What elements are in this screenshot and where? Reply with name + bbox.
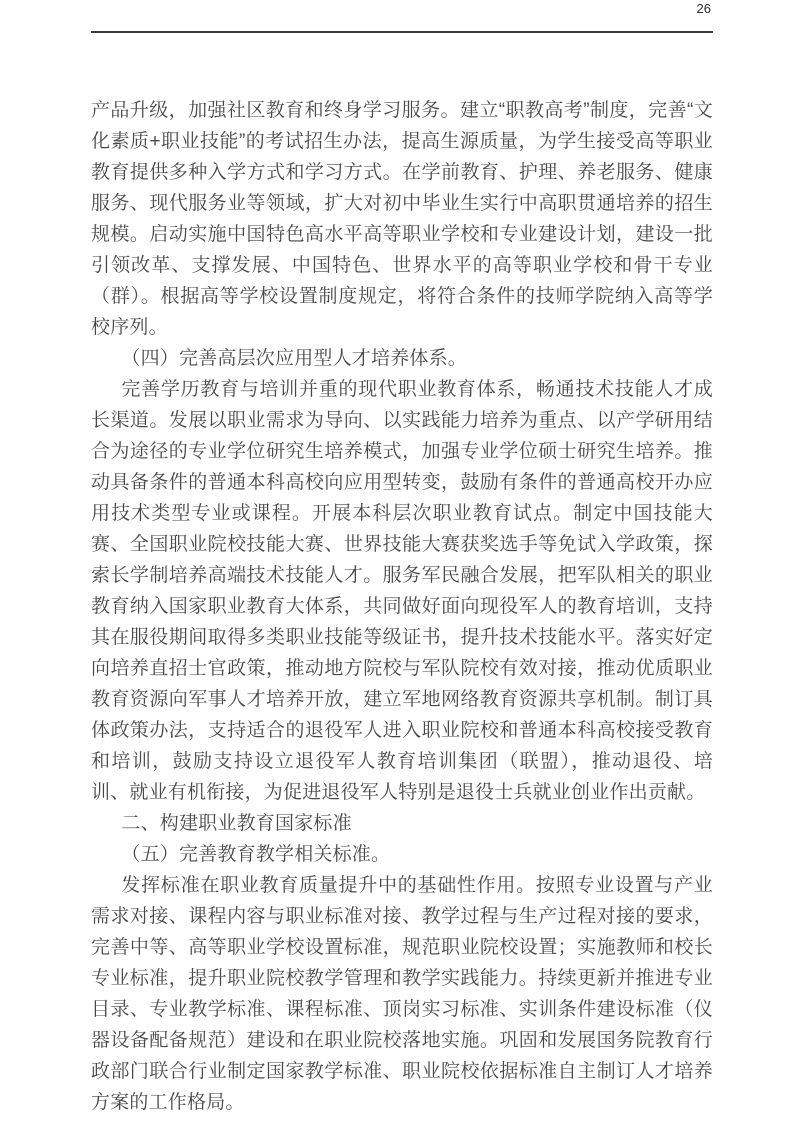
header-rule <box>91 31 713 33</box>
document-body <box>91 95 713 1118</box>
page-number: 26 <box>696 1 711 16</box>
section-heading-item-4: （四）完善高层次应用型人才培养体系。 <box>121 348 467 369</box>
section-heading-item-5: （五）完善教育教学相关标准。 <box>121 844 391 865</box>
paragraph-body: 发挥标准在职业教育质量提升中的基础性作用。按照专业设置与产业需求对接、课程内容与职业标准对接、教学过程与生产过程对接的要求，完善中等、高等职业学校设置标准，规范职业院校设置；实施教师和校长专业标准，提升职业院校教学管理和教学实践能力。持续更新并推进专业目录、专业教学标准、课程标准、顶岗实习标准、实训条件建设标准（仪器设备配备规范）建设和在职业院校落地实施。巩固和发展国务院教育行政部门联合行业制定国家教学标准、职业院校依据标准自主制订人才培养方案的工作格局。 <box>91 875 713 1113</box>
paragraph-continuation: 产品升级，加强社区教育和终身学习服务。建立“职教高考”制度，完善“文化素质+职业技能”的考试招生办法，提高生源质量，为学生接受高等职业教育提供多种入学方式和学习方式。在学前教育、护理、养老服务、健康服务、现代服务业等领域，扩大对初中毕业生实行中高职贯通培养的招生规模。启动实施中国特色高水平高等职业学校和专业建设计划，建设一批引领改革、支撑发展、中国特色、世界水平的高等职业学校和骨干专业（群）。根据高等学校设置制度规定，将符合条件的技师学院纳入高等学校序列。 <box>91 100 713 338</box>
paragraph-body: 完善学历教育与培训并重的现代职业教育体系，畅通技术技能人才成长渠道。发展以职业需求为导向、以实践能力培养为重点、以产学研用结合为途径的专业学位研究生培养模式，加强专业学位硕士研究生培养。推动具备条件的普通本科高校向应用型转变，鼓励有条件的普通高校开办应用技术类型专业或课程。开展本科层次职业教育试点。制定中国技能大赛、全国职业院校技能大赛、世界技能大赛获奖选手等免试入学政策，探索长学制培养高端技术技能人才。服务军民融合发展，把军队相关的职业教育纳入国家职业教育大体系，共同做好面向现役军人的教育培训，支持其在服役期间取得多类职业技能等级证书，提升技术技能水平。落实好定向培养直招士官政策，推动地方院校与军队院校有效对接，推动优质职业教育资源向军事人才培养开放，建立军地网络教育资源共享机制。制订具体政策办法，支持适合的退役军人进入职业院校和普通本科高校接受教育和培训，鼓励支持设立退役军人教育培训集团（联盟），推动退役、培训、就业有机衔接，为促进退役军人特别是退役士兵就业创业作出贡献。 <box>91 379 713 803</box>
section-heading-part-2: 二、构建职业教育国家标准 <box>121 813 352 834</box>
